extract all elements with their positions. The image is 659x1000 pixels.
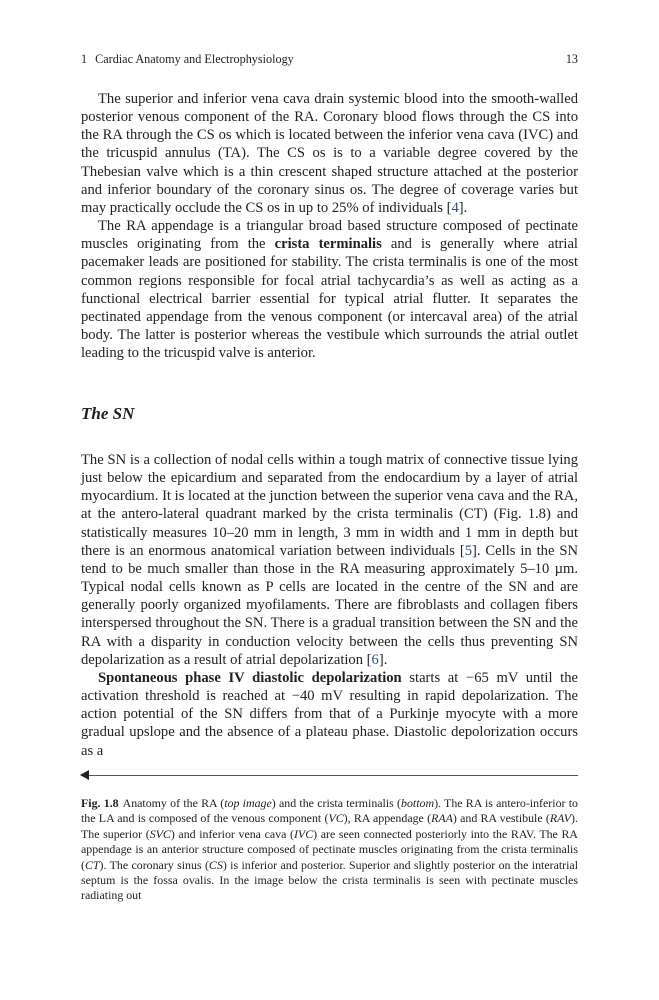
paragraph-sn-description bbox=[81, 451, 578, 669]
page-number: 13 bbox=[565, 52, 578, 66]
caption-italic: CS bbox=[208, 857, 223, 872]
paragraph-ra-appendage bbox=[81, 217, 578, 362]
caption-italic: IVC bbox=[293, 826, 314, 841]
caption-italic: VC bbox=[328, 811, 344, 826]
body-text-top bbox=[81, 90, 578, 362]
running-head bbox=[81, 51, 578, 67]
body-text-sn bbox=[81, 451, 578, 760]
paragraph-text: The superior and inferior vena cava drain systemic blood into the smooth-walled posterior venous component of the RA. Coronary blood flows through the CS into the RA through the CS os which is located between the inferior vena cava (IVC) and the tricuspid annulus (TA). The CS os is to a variable degree covered by the Thebesian valve which is a thin crescent shaped structure attached at the posterior and inferior boundary of the coronary sinus os. The degree of coverage varies but may practically occlude the CS os in up to 25% of individuals [ bbox=[81, 91, 578, 216]
figure-divider-rule bbox=[81, 775, 578, 776]
figure-caption bbox=[81, 796, 578, 904]
caption-text: Anatomy of the RA ( bbox=[122, 796, 225, 810]
bold-term-crista-terminalis: crista terminalis bbox=[274, 236, 382, 253]
caption-italic: RAV bbox=[549, 811, 572, 826]
caption-text: ). The RA is antero-inferior to the LA and is composed of the venous component ( bbox=[81, 796, 578, 826]
paragraph-text: ]. bbox=[458, 199, 468, 216]
chapter-number: 1 bbox=[81, 52, 88, 66]
caption-text: ). The superior ( bbox=[81, 811, 578, 841]
left-arrow-icon bbox=[80, 770, 89, 780]
paragraph-text: ]. Cells in the SN tend to be much smaller than those in the RA measuring approximately 5–10 µm. Typical nodal cells known as P cells are located in the centre of the SN and are generally poorly organized myofilaments. There are fibroblasts and collagen fibers interspersed throughout the SN. There is a gradual transition between the SN and the RA with a disparity in conduction velocity between the cells thus preventing SN depolarization as a result of atrial depolarization [ bbox=[81, 542, 578, 668]
caption-italic: top image bbox=[224, 796, 272, 810]
caption-text: ) are seen connected posteriorly into the RAV. The RA appendage is an anterior structure composed of pectinate muscles originating from the crista terminalis ( bbox=[81, 826, 578, 872]
section-heading: The SN bbox=[81, 404, 135, 423]
reference-link-5[interactable]: 5 bbox=[464, 542, 473, 559]
paragraph-venous-drainage bbox=[81, 90, 578, 217]
caption-italic: CT bbox=[84, 857, 100, 872]
chapter-title: Cardiac Anatomy and Electrophysiology bbox=[95, 52, 294, 66]
caption-italic: SVC bbox=[149, 826, 171, 841]
paragraph-text: The SN is a collection of nodal cells within a tough matrix of connective tissue lying just below the epicardium and separated from the endocardium by a layer of atrial myocardium. It is located at the junction between the superior vena cava and the RA, at the antero-lateral quadrant marked by the crista terminalis (CT) (Fig. 1.8) and statistically measures 10–20 mm in length, 3 mm in width and 1 mm in depth but there is an enormous anatomical variation between individuals [ bbox=[81, 452, 578, 559]
caption-text: ) and inferior vena cava ( bbox=[170, 826, 294, 841]
caption-text: ) is inferior and posterior. Superior and slightly posterior on the interatrial septum is the fossa ovalis. In the image below the crista terminalis is seen with pectinate muscles radiating out bbox=[81, 857, 578, 903]
paragraph-text: and is generally where atrial pacemaker leads are positioned for stability. The crista terminalis is one of the most common regions responsible for focal atrial tachycardia’s as well as acting as a functional electrical barrier essential for typical atrial flutter. It separates the pectinated appendage from the venous component (or intercaval area) of the atrial body. The latter is posterior whereas the vestibule which surrounds the atrial outlet leading to the tricuspid valve is anterior. bbox=[81, 236, 578, 362]
caption-italic: RAA bbox=[431, 811, 453, 826]
paragraph-phase-iv bbox=[81, 669, 578, 760]
caption-text: ) and the crista terminalis ( bbox=[271, 796, 402, 810]
paragraph-text: The RA appendage is a triangular broad based structure composed of pectinate muscles originating from the bbox=[81, 218, 578, 253]
reference-link-6[interactable]: 6 bbox=[371, 651, 379, 668]
bold-term-phase-iv: Spontaneous phase IV diastolic depolarization bbox=[98, 669, 402, 686]
caption-text: ). The coronary sinus ( bbox=[99, 857, 209, 872]
reference-link-4[interactable]: 4 bbox=[451, 199, 459, 216]
caption-text: ), RA appendage ( bbox=[343, 811, 432, 826]
figure-label: Fig. 1.8 bbox=[81, 796, 119, 810]
paragraph-text: ]. bbox=[378, 651, 388, 668]
caption-text: ) and RA vestibule ( bbox=[452, 811, 550, 826]
caption-italic: bottom bbox=[401, 796, 435, 810]
paragraph-text: starts at −65 mV until the activation threshold is reached at −40 mV resulting in rapid depolarization. The action potential of the SN differs from that of a Purkinje myocyte with a more gradual upslope and the absence of a plateau phase. Diastolic depolorization occurs as a bbox=[81, 669, 579, 759]
